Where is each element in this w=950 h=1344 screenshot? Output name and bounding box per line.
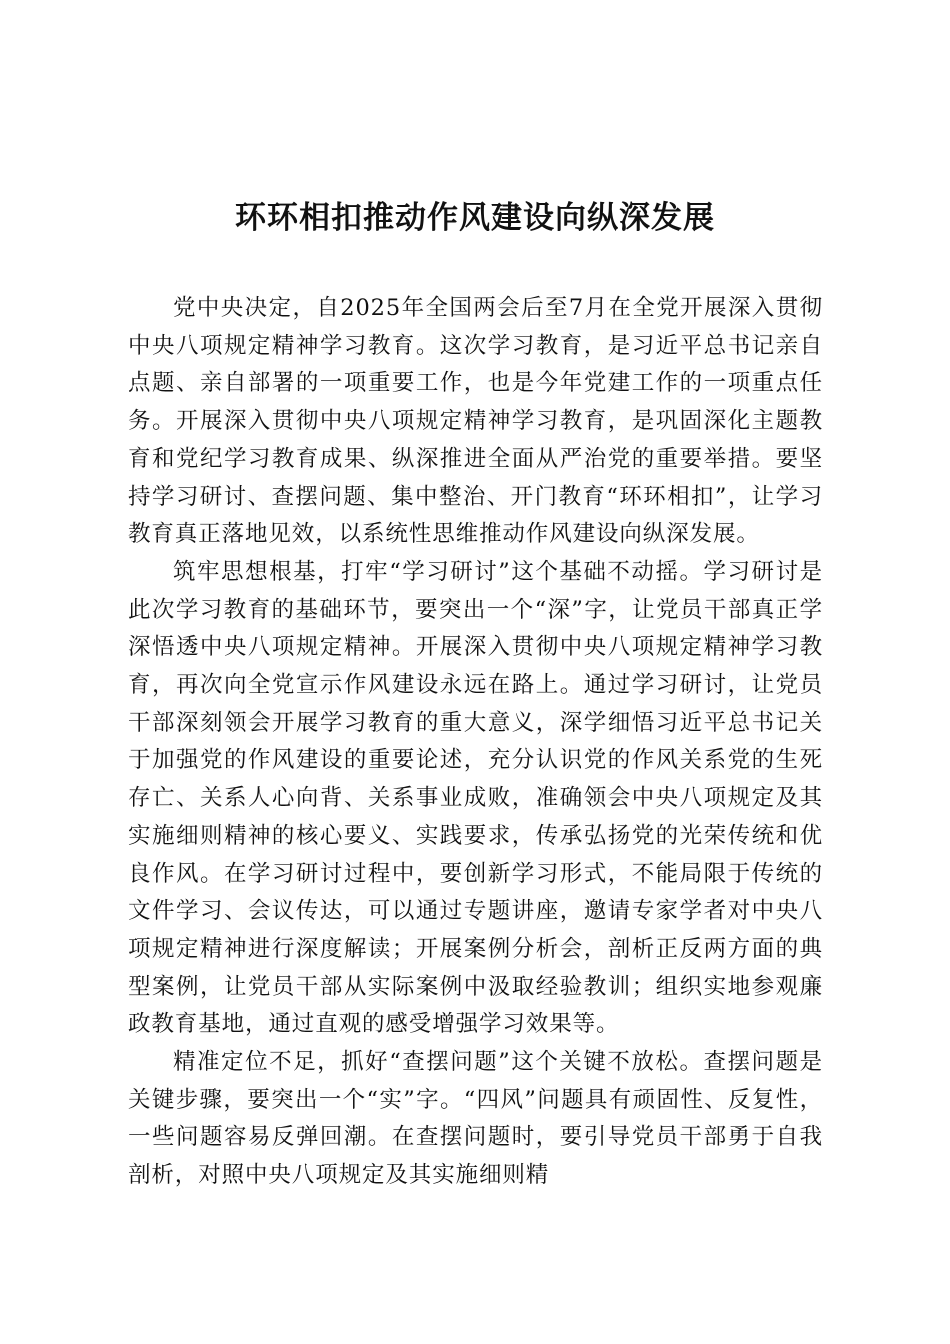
paragraph-problem-finding: 精准定位不足，抓好“查摆问题”这个关键不放松。查摆问题是关键步骤，要突出一个“实”字。“四风”问题具有顽固性、反复性，一些问题容易反弹回潮。在查摆问题时，要引导党员干部勇于自我剖析，对照中央八项规定及其实施细则精 bbox=[128, 1049, 823, 1189]
document-body bbox=[128, 290, 823, 1195]
document-title: 环环相扣推动作风建设向纵深发展 bbox=[235, 200, 715, 236]
paragraph-study-discussion: 筑牢思想根基，打牢“学习研讨”这个基础不动摇。学习研讨是此次学习教育的基础环节，要突出一个“深”字，让党员干部真正学深悟透中央八项规定精神。开展深入贯彻中央八项规定精神学习教育，再次向全党宣示作风建设永远在路上。通过学习研讨，让党员干部深刻领会开展学习教育的重大意义，深学细悟习近平总书记关于加强党的作风建设的重要论述，充分认识党的作风关系党的生死存亡、关系人心向背、关系事业成败，准确领会中央八项规定及其实施细则精神的核心要义、实践要求，传承弘扬党的光荣传统和优良作风。在学习研讨过程中，要创新学习形式，不能局限于传统的文件学习、会议传达，可以通过专题讲座，邀请专家学者对中央八项规定精神进行深度解读；开展案例分析会，剖析正反两方面的典型案例，让党员干部从实际案例中汲取经验教训；组织实地参观廉政教育基地，通过直观的感受增强学习效果等。 bbox=[128, 558, 823, 1038]
paragraph-intro: 党中央决定，自2025年全国两会后至7月在全党开展深入贯彻中央八项规定精神学习教育。这次学习教育，是习近平总书记亲自点题、亲自部署的一项重要工作，也是今年党建工作的一项重点任务。开展深入贯彻中央八项规定精神学习教育，是巩固深化主题教育和党纪学习教育成果、纵深推进全面从严治党的重要举措。要坚持学习研讨、查摆问题、集中整治、开门教育“环环相扣”，让学习教育真正落地见效，以系统性思维推动作风建设向纵深发展。 bbox=[128, 295, 823, 548]
